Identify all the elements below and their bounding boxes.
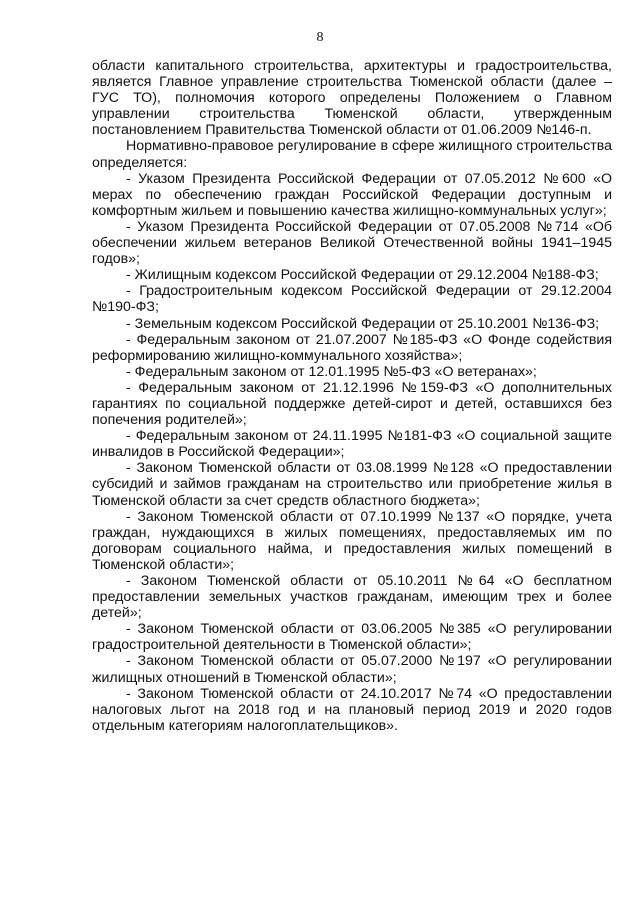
list-item-law-5: - Федеральным законом от 12.01.1995 №5-ФЗ «О ветеранах»; — [126, 363, 537, 380]
page-number: 8 — [316, 30, 324, 45]
list-item-urban-planning-code: - Градостроительным кодексом Российской Федерации от 29.12.2004 №190-ФЗ; — [92, 283, 612, 316]
list-item-law-185: - Федеральным законом от 21.07.2007 №185-ФЗ «О Фонде содействия реформированию жилищно-коммунального хозяйства»; — [92, 331, 612, 364]
document-body — [92, 58, 612, 734]
list-item-law-159: - Федеральным законом от 21.12.1996 №159-ФЗ «О дополнительных гарантиях по социальной поддержке детей-сирот и детей, оставшихся без попечения родителей»; — [92, 379, 612, 429]
list-item-regional-law-74: - Законом Тюменской области от 24.10.2017 №74 «О предоставлении налоговых льгот на 2018 год и на плановый период 2019 и 2020 годов отдельным категориям налогоплательщиков». — [92, 685, 612, 734]
list-item-law-181: - Федеральным законом от 24.11.1995 №181-ФЗ «О социальной защите инвалидов в Российской Федерации»; — [92, 428, 612, 461]
list-item-regional-law-385: - Законом Тюменской области от 03.06.2005 №385 «О регулировании градостроительной деятельности в Тюменской области»; — [92, 621, 612, 654]
list-item-regional-law-64: - Законом Тюменской области от 05.10.2011 №64 «О бесплатном предоставлении земельных участков гражданам, имеющим трех и более детей»; — [92, 573, 612, 622]
paragraph-regulation-intro: Нормативно-правовое регулирование в сфере жилищного строительства определяется: — [92, 138, 612, 171]
list-item-decree-714: - Указом Президента Российской Федерации от 07.05.2008 №714 «Об обеспечении жильем ветеранов Великой Отечественной войны 1941–1945 годов»; — [92, 218, 612, 268]
list-item-land-code: - Земельным кодексом Российской Федерации от 25.10.2001 №136-ФЗ; — [126, 315, 600, 332]
list-item-decree-600: - Указом Президента Российской Федерации от 07.05.2012 №600 «О мерах по обеспечению граждан Российской Федерации доступным и комфортным жильем и повышению качества жилищно-коммунальных услуг»; — [92, 170, 612, 219]
list-item-housing-code: - Жилищным кодексом Российской Федерации от 29.12.2004 №188-ФЗ; — [126, 267, 599, 284]
list-item-regional-law-128: - Законом Тюменской области от 03.08.1999 №128 «О предоставлении субсидий и займов гражданам на строительство или приобретение жилья в Тюменской области за счет средств областного бюджета»; — [92, 460, 612, 509]
list-item-regional-law-197: - Законом Тюменской области от 05.07.2000 №197 «О регулировании жилищных отношений в Тюменской области»; — [92, 653, 612, 686]
list-item-regional-law-137: - Законом Тюменской области от 07.10.1999 №137 «О порядке, учета граждан, нуждающихся в жилых помещениях, предоставляемых им по договорам социального найма, и предоставления жилых помещений в Тюменской области»; — [92, 508, 612, 573]
paragraph-intro-continuation: области капитального строительства, архитектуры и градостроительства, является Главное управление строительства Тюменской области (далее – ГУС ТО), полномочия которого определены Положением о Главном управлении строительства Тюменской области, утвержденным постановлением Правительства Тюменской области от 01.06.2009 №146-п. — [92, 58, 612, 139]
